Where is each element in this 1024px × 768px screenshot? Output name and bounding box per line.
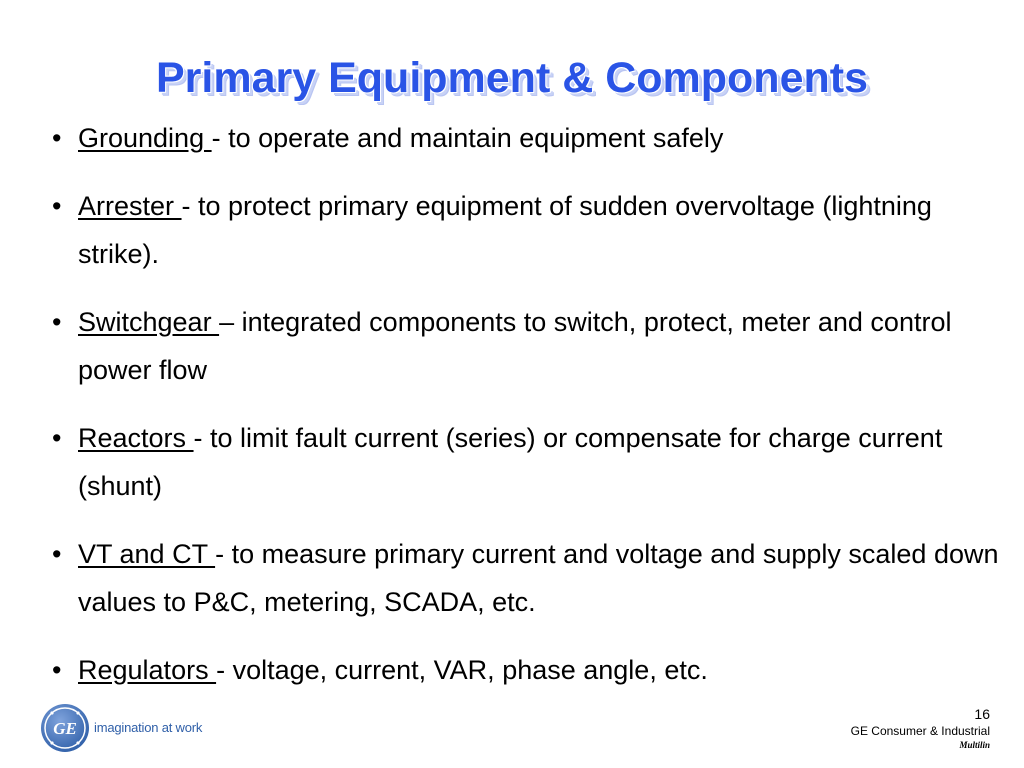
brand-name: Multilin [959,740,990,750]
bullet-marker: • [52,191,62,221]
division-name: GE Consumer & Industrial [850,724,990,738]
footer-info [851,706,990,751]
bullet-marker: • [52,423,62,453]
bullet-term: Regulators [78,655,217,685]
ge-logo-icon [40,703,90,753]
page-number: 16 [974,706,990,722]
bullet-term: Switchgear [78,307,220,337]
footer-tagline: imagination at work [94,720,203,735]
bullet-description: – integrated components to switch, protect, meter and control power flow [78,307,959,385]
bullet-description: - to operate and maintain equipment safely [211,123,724,153]
bullet-description: - to measure primary current and voltage and supply scaled down values to P&C, metering, SCADA, etc. [78,539,1007,617]
bullet-term: Arrester [78,191,182,221]
bullet-marker: • [52,307,62,337]
slide-title: Primary Equipment & Components [156,54,868,102]
bullet-item-arrester [52,182,1002,278]
bullet-marker: • [52,655,62,685]
ge-logo-text: GE [53,719,77,738]
bullet-marker: • [52,539,62,569]
bullet-item-grounding [52,114,1002,162]
bullet-term: Grounding [78,123,212,153]
bullet-list [52,114,1007,714]
bullet-item-switchgear [52,298,1002,394]
bullet-item-reactors [52,414,1002,510]
bullet-term: Reactors [78,423,194,453]
bullet-description: - to limit fault current (series) or compensate for charge current (shunt) [78,423,950,501]
bullet-description: - to protect primary equipment of sudden overvoltage (lightning strike). [78,191,940,269]
bullet-description: - voltage, current, VAR, phase angle, etc. [216,655,708,685]
bullet-term: VT and CT [78,539,216,569]
bullet-item-vt-and-ct [52,530,1007,626]
bullet-item-regulators [52,646,1002,694]
bullet-marker: • [52,123,62,153]
